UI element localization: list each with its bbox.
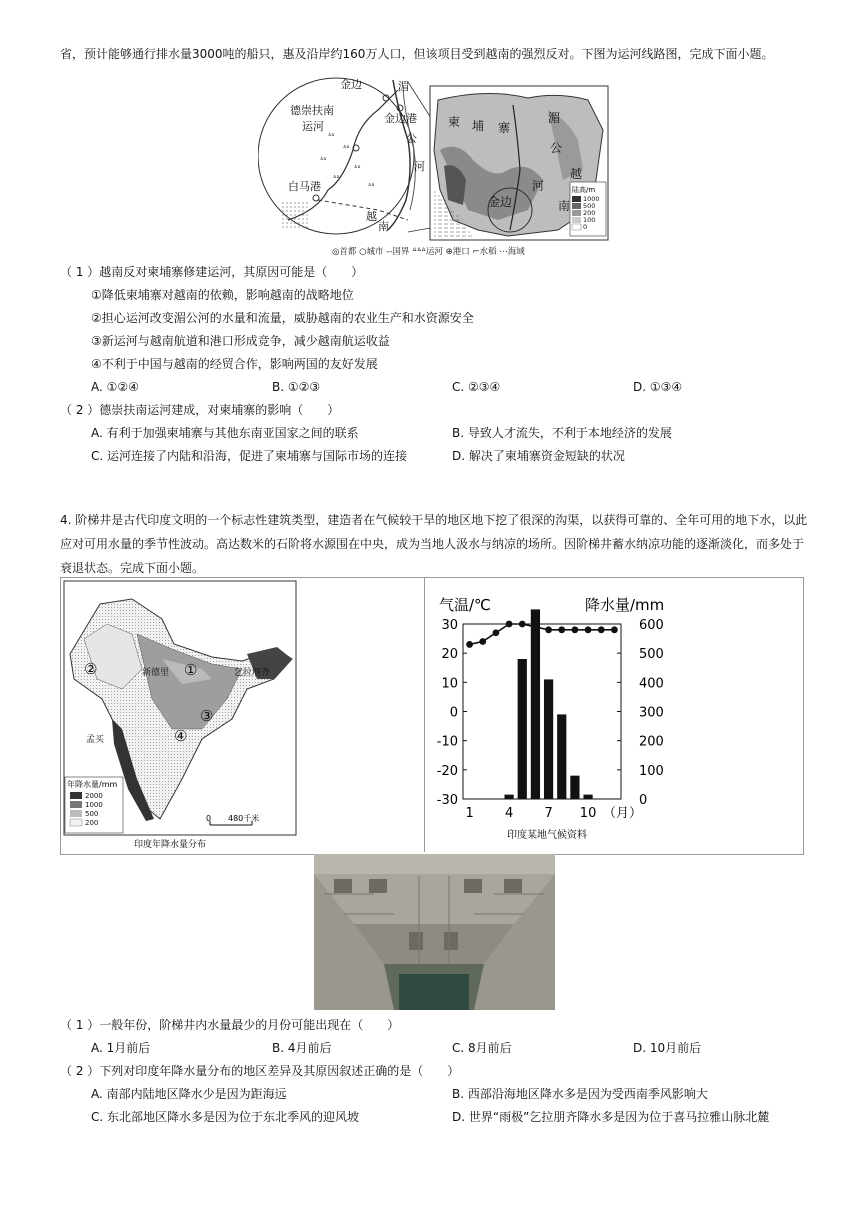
q3-sub2-option-a[interactable]: A. 有利于加强柬埔寨与其他东南亚国家之间的联系: [91, 426, 359, 440]
precip-bar: [518, 659, 527, 799]
left-tick-label: -10: [436, 734, 458, 750]
q4-sub2-stem: （ 2 ）下列对印度年降水量分布的地区差异及其原因叙述正确的是（ ）: [60, 1064, 460, 1078]
label-r-phnom-penh: 金边: [488, 195, 513, 209]
marker-2: ②: [84, 660, 98, 678]
q4-sub1-option-c[interactable]: C. 8月前后: [452, 1041, 512, 1055]
q3-sub1-option-b[interactable]: B. ①②③: [272, 380, 321, 394]
label-yue: 越: [366, 210, 377, 223]
q4-stem: 4. 阶梯井是古代印度文明的一个标志性建筑类型，建造者在气候较干旱的地区地下挖了很深的沟渠，以获得可靠的、全年可用的地下水，以此应对可用水量的季节性波动。高达数米的石阶将水源围在中央，成为当地人汲水与纳凉的场所。因阶梯井蓄水纳凉功能的逐渐淡化，而多处于衰退状态。完成下面小题。: [60, 513, 808, 575]
label-phnom-penh: 金边: [340, 78, 362, 91]
precip-bar: [557, 714, 566, 799]
label-cambodia-1: 柬: [448, 115, 461, 129]
svg-text:ᐞᐞ: ᐞᐞ: [333, 175, 340, 182]
canal-route-map: [258, 70, 610, 260]
elevation-100: 100: [583, 216, 596, 224]
elevation-500: 500: [583, 202, 596, 210]
left-tick-label: 10: [441, 676, 458, 692]
temperature-point: [585, 626, 592, 633]
q3-statement-4: ④不利于中国与越南的经贸合作，影响两国的友好发展: [91, 357, 378, 371]
marker-4: ④: [174, 727, 188, 745]
precip-bar: [504, 795, 513, 799]
plot-frame: [463, 624, 621, 799]
label-canal: 运河: [302, 120, 324, 133]
left-tick-label: 20: [441, 647, 458, 663]
q3-statement-3: ③新运河与越南航道和港口形成竞争，减少越南航运收益: [91, 334, 390, 348]
temperature-point: [545, 626, 552, 633]
chart-xlabel: （月）: [603, 806, 643, 821]
intro-text: 省，预计能够通行排水量3000吨的船只，惠及沿岸约160万人口，但该项目受到越南的强烈反对。下图为运河线路图，完成下面小题。: [60, 47, 774, 61]
x-tick-label: 1: [465, 806, 474, 821]
label-r-mekong: 湄: [548, 111, 561, 125]
elevation-legend-title: 陆高/m: [572, 186, 596, 194]
rainfall-1000: 1000: [85, 801, 103, 809]
q3-sub1-option-d[interactable]: D. ①③④: [633, 380, 683, 394]
q4-sub1-stem: （ 1 ）一般年份，阶梯井内水量最少的月份可能出现在（ ）: [60, 1018, 400, 1032]
rainfall-2000: 2000: [85, 792, 103, 800]
precip-bar: [531, 609, 540, 799]
left-tick-label: 30: [441, 618, 458, 633]
label-cambodia-2: 埔: [472, 119, 485, 133]
q4-sub1-option-b[interactable]: B. 4月前后: [272, 1041, 332, 1055]
svg-text:ᐞᐞ: ᐞᐞ: [354, 165, 361, 172]
q3-sub2-stem: （ 2 ）德崇扶南运河建成，对柬埔寨的影响（ ）: [60, 403, 340, 417]
right-tick-label: 500: [639, 647, 664, 663]
elevation-0: 0: [583, 223, 588, 231]
india-map-caption: 印度年降水量分布: [134, 840, 207, 850]
label-gong: 公: [406, 132, 417, 145]
right-tick-label: 100: [639, 763, 664, 779]
label-r-gong: 公: [550, 141, 563, 155]
right-tick-label: 0: [639, 793, 648, 808]
elevation-1000: 1000: [583, 195, 600, 203]
precip-bar: [544, 679, 553, 799]
left-tick-label: -20: [436, 763, 458, 779]
temperature-point: [611, 626, 618, 633]
chart-ylabel-left: 气温/℃: [439, 596, 491, 614]
city-mumbai: 孟买: [86, 735, 105, 745]
right-tick-label: 400: [639, 676, 664, 692]
precip-bar: [583, 795, 592, 799]
temperature-point: [558, 626, 565, 633]
x-tick-label: 10: [579, 806, 597, 821]
x-tick-label: 7: [544, 806, 553, 821]
left-tick-label: -30: [436, 793, 458, 808]
q4-sub2-option-d[interactable]: D. 世界“雨极”乞拉朋齐降水多是因为位于喜马拉雅山脉北麓: [452, 1110, 770, 1124]
marker-1: ①: [184, 661, 198, 679]
left-tick-label: 0: [449, 705, 458, 721]
scale-zero: 0: [206, 814, 212, 823]
map1-legend: ◎首都 ○城市 ‐‐国界 ᐞᐞᐞ运河 ⊕港口 ⌐水稻 ⋯海域: [332, 247, 525, 257]
chart-ylabel-right: 降水量/mm: [585, 596, 665, 614]
right-tick-label: 600: [639, 618, 664, 633]
temperature-point: [466, 641, 473, 648]
q3-sub2-option-c[interactable]: C. 运河连接了内陆和沿海，促进了柬埔寨与国际市场的连接: [91, 449, 408, 463]
scale-label: 480千米: [228, 814, 260, 823]
q3-sub1-option-a[interactable]: A. ①②④: [91, 380, 139, 394]
climate-chart: [425, 580, 801, 850]
temperature-point: [479, 638, 486, 645]
svg-text:ᐞᐞ: ᐞᐞ: [328, 133, 335, 140]
q3-sub1-stem: （ 1 ）越南反对柬埔寨修建运河，其原因可能是（ ）: [60, 265, 364, 279]
temperature-point: [572, 626, 579, 633]
right-tick-label: 300: [639, 705, 664, 721]
q3-sub1-option-c[interactable]: C. ②③④: [452, 380, 501, 394]
label-r-he: 河: [532, 179, 545, 193]
q3-sub2-option-b[interactable]: B. 导致人才流失，不利于本地经济的发展: [452, 426, 672, 440]
label-mekong: 湄: [398, 80, 409, 93]
stepwell-photo: [314, 854, 555, 1010]
city-cherrapunji: 乞拉朋齐: [234, 668, 271, 678]
svg-text:ᐞᐞ: ᐞᐞ: [368, 183, 375, 190]
label-phnom-penh-port: 金边港: [384, 112, 417, 125]
temperature-point: [532, 624, 539, 631]
label-baima-port: 白马港: [288, 180, 321, 193]
marker-3: ③: [200, 707, 214, 725]
label-r-nan: 南: [558, 199, 571, 213]
svg-text:ᐞᐞ: ᐞᐞ: [320, 157, 327, 164]
label-he: 河: [414, 160, 425, 173]
precip-bar: [570, 776, 579, 799]
rainfall-legend-title: 年降水量/mm: [67, 780, 118, 789]
svg-text:ᐞᐞ: ᐞᐞ: [343, 145, 350, 152]
label-cambodia-3: 寨: [498, 121, 511, 135]
temperature-line: [470, 624, 615, 644]
q3-sub2-option-d[interactable]: D. 解决了柬埔寨资金短缺的状况: [452, 449, 625, 463]
q3-statement-1: ①降低柬埔寨对越南的依赖，影响越南的战略地位: [91, 288, 354, 302]
x-tick-label: 4: [504, 806, 514, 821]
q4-sub1-option-d[interactable]: D. 10月前后: [633, 1041, 702, 1055]
india-rainfall-map: [62, 579, 422, 851]
q4-sub2-option-c[interactable]: C. 东北部地区降水多是因为位于东北季风的迎风坡: [91, 1110, 360, 1124]
q4-sub2-option-a[interactable]: A. 南部内陆地区降水少是因为距海远: [91, 1087, 287, 1101]
rainfall-500: 500: [85, 810, 99, 818]
temperature-point: [493, 629, 500, 636]
city-new-delhi: 新德里: [142, 668, 170, 678]
q4-sub1-option-a[interactable]: A. 1月前后: [91, 1041, 151, 1055]
label-r-yue: 越: [570, 167, 583, 181]
right-tick-label: 200: [639, 734, 664, 750]
chart-caption: 印度某地气候资料: [507, 830, 587, 841]
q3-statement-2: ②担心运河改变湄公河的水量和流量，威胁越南的农业生产和水资源安全: [91, 311, 474, 325]
label-canal-name: 德崇扶南: [290, 104, 334, 117]
elevation-200: 200: [583, 209, 596, 217]
q4-sub2-option-b[interactable]: B. 西部沿海地区降水多是因为受西南季风影响大: [452, 1087, 708, 1101]
rainfall-200: 200: [85, 819, 99, 827]
label-nan: 南: [378, 220, 389, 233]
temperature-point: [598, 626, 605, 633]
